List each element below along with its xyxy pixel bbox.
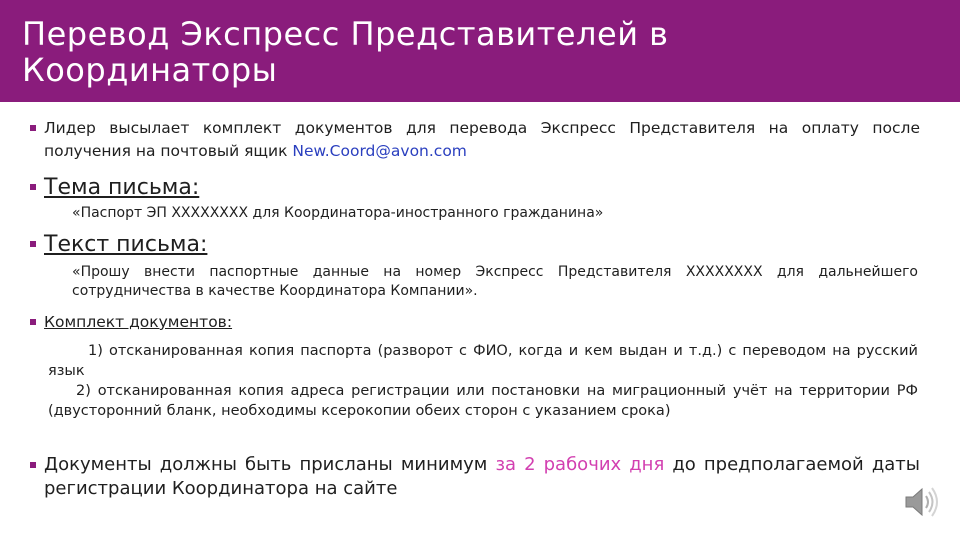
speaker-icon[interactable] bbox=[900, 482, 940, 522]
intro-text: Лидер высылает комплект документов для перевода Экспресс Представителя на оплату после получения на почтовый ящик bbox=[44, 119, 920, 160]
deadline-text-after: до предполагаемой даты регистрации Координатора на сайте bbox=[44, 454, 920, 499]
deadline-text-before: Документы должны быть присланы минимум bbox=[44, 454, 496, 475]
email-link[interactable]: New.Coord@avon.com bbox=[292, 142, 467, 160]
deadline-bullet bbox=[30, 453, 920, 501]
intro-paragraph bbox=[44, 117, 920, 163]
docs-heading: Комплект документов: bbox=[44, 313, 233, 331]
doc-item-registration: 2) отсканированная копия адреса регистрации или постановки на миграционный учёт на территории РФ (двусторонний бланк, необходимы ксерокопии обеих сторон с указанием срока) bbox=[48, 383, 918, 419]
intro-bullet bbox=[30, 117, 920, 163]
bullet-marker bbox=[30, 462, 36, 468]
body-heading-bullet bbox=[30, 232, 920, 258]
subject-heading-bullet bbox=[30, 175, 920, 201]
deadline-paragraph bbox=[44, 453, 920, 501]
body-heading: Текст письма: bbox=[44, 232, 208, 257]
bullet-marker bbox=[30, 125, 36, 131]
subject-text: «Паспорт ЭП XXXXXXXX для Координатора-иностранного гражданина» bbox=[72, 205, 604, 221]
bullet-marker bbox=[30, 241, 36, 247]
doc-item-passport: 1) отсканированная копия паспорта (разворот с ФИО, когда и кем выдан и т.д.) с переводом на русский язык bbox=[48, 343, 918, 379]
bullet-marker bbox=[30, 184, 36, 190]
body-text: «Прошу внести паспортные данные на номер Экспресс Представителя XXXXXXXX для дальнейшего сотрудничества в качестве Координатора Компании». bbox=[72, 264, 918, 299]
deadline-highlight: за 2 рабочих дня bbox=[495, 454, 665, 475]
subject-heading: Тема письма: bbox=[44, 175, 200, 200]
docs-heading-bullet bbox=[30, 312, 920, 332]
slide-title: Перевод Экспресс Представителей в Координаторы bbox=[22, 15, 669, 89]
bullet-marker bbox=[30, 319, 36, 325]
